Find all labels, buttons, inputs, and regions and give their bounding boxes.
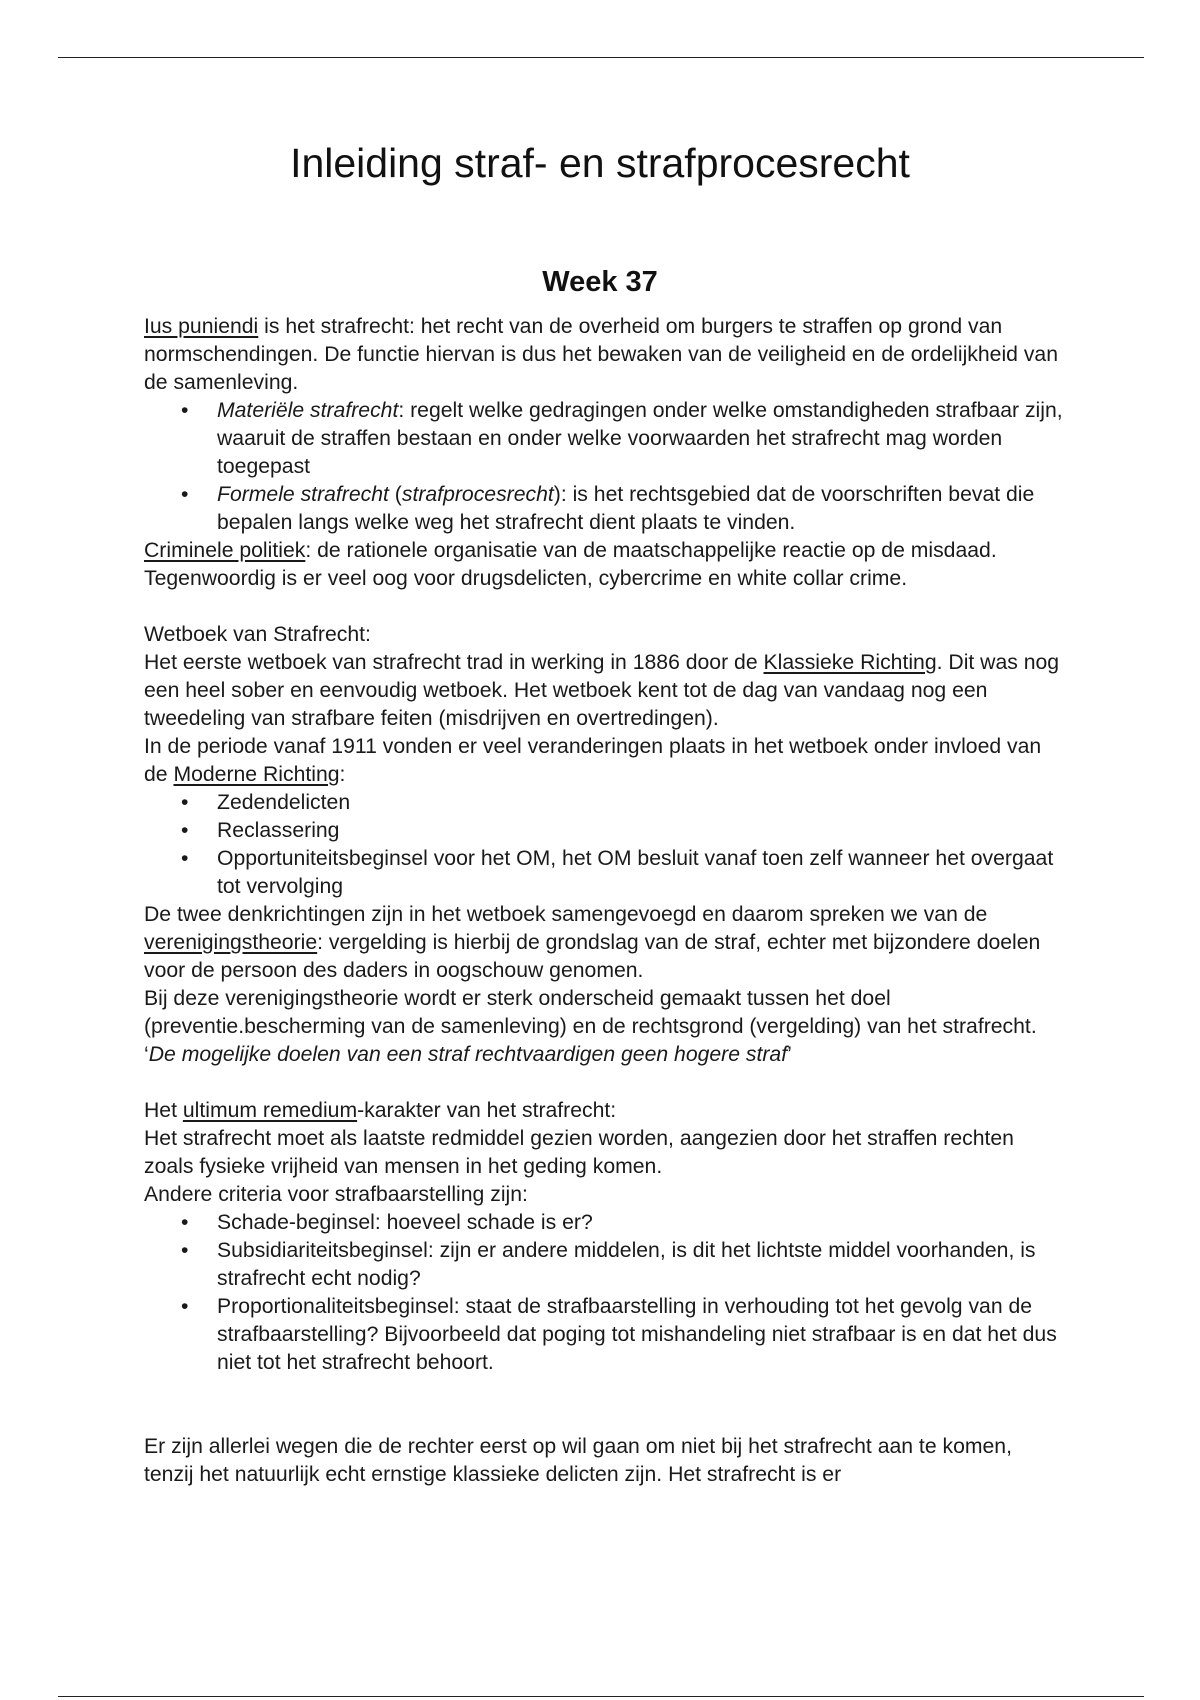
quote: De mogelijke doelen van een straf rechtvaardigen geen hogere straf <box>148 1043 788 1066</box>
list-item: • Schade-beginsel: hoeveel schade is er? <box>217 1209 1064 1237</box>
document-body <box>144 313 1064 1489</box>
list-item: • Subsidiariteitsbeginsel: zijn er andere middelen, is dit het lichtste middel voorhanden, is strafrecht echt nodig? <box>217 1237 1064 1293</box>
bottom-rule <box>58 1696 1144 1697</box>
list-item <box>217 481 1064 537</box>
wetboek-paragraph-2 <box>144 733 1064 789</box>
list-item: • Reclassering <box>217 817 1064 845</box>
term-klassieke-richting: Klassieke Richting <box>763 651 937 674</box>
list-item-text: ): is het rechtsgebied dat de voorschriften bevat die bepalen langs welke weg het strafrecht dient plaats te vinden. <box>217 483 1035 534</box>
text-run: . Dit was nog een heel sober en eenvoudig wetboek. Het wetboek kent tot de dag van vandaag nog een tweedeling van strafbare feiten (misdrijven en overtredingen). <box>144 651 1060 730</box>
text-run: : <box>339 763 346 786</box>
week-heading: Week 37 <box>542 266 658 298</box>
criminal-policy-paragraph <box>144 537 1064 593</box>
term-ultimum-remedium: ultimum remedium <box>182 1099 358 1122</box>
term-moderne-richting: Moderne Richting <box>173 763 340 786</box>
closing-paragraph: Er zijn allerlei wegen die de rechter eerst op wil gaan om niet bij het strafrecht aan te komen, tenzij het natuurlijk echt ernstige klassieke delicten zijn. Het strafrecht is er <box>144 1435 1012 1486</box>
list-item: • Opportuniteitsbeginsel voor het OM, het OM besluit vanaf toen zelf wanneer het overgaat tot vervolging <box>217 845 1064 901</box>
ultimum-paragraph: Het strafrecht moet als laatste redmiddel gezien worden, aangezien door het straffen rechten zoals fysieke vrijheid van mensen in het geding komen. <box>144 1127 1014 1178</box>
list-item: • Zedendelicten <box>217 789 1064 817</box>
document-title: Inleiding straf- en strafprocesrecht <box>290 140 910 186</box>
list-item-text: : regelt welke gedragingen onder welke omstandigheden strafbaar zijn, waaruit de straffen bestaan en onder welke voorwaarden het strafrecht mag worden toegepast <box>217 399 1063 478</box>
text-run: Bij deze verenigingstheorie wordt er sterk onderscheid gemaakt tussen het doel (preventie.bescherming van de samenleving) en de rechtsgrond (vergelding) van het strafrecht. ‘ <box>144 987 1037 1066</box>
list-item-mid: ( <box>388 483 402 506</box>
term-formele: Formele strafrecht <box>217 483 389 506</box>
criteria-intro: Andere criteria voor strafbaarstelling zijn: <box>144 1183 528 1206</box>
ultimum-heading <box>144 1097 1064 1125</box>
types-list <box>144 397 1064 537</box>
text-run: ’ <box>787 1043 792 1066</box>
wetboek-paragraph-1 <box>144 649 1064 733</box>
term-verenigingstheorie: verenigingstheorie <box>144 931 318 954</box>
wetboek-heading: Wetboek van Strafrecht: <box>144 623 371 646</box>
text-run: -karakter van het strafrecht: <box>357 1099 617 1122</box>
term-ius-puniendi: Ius puniendi <box>144 315 259 338</box>
criminal-policy-text: : de rationele organisatie van de maatschappelijke reactie op de misdaad. Tegenwoordig is er veel oog voor drugsdelicten, cybercrime en white collar crime. <box>144 539 997 590</box>
wetboek-paragraph-4 <box>144 985 1064 1069</box>
term-materiele: Materiële strafrecht <box>217 399 399 422</box>
list-item: • Proportionaliteitsbeginsel: staat de strafbaarstelling in verhouding tot het gevolg van de strafbaarstelling? Bijvoorbeeld dat poging tot mishandeling niet strafbaar is en dat het dus niet tot het strafrecht behoort. <box>217 1293 1064 1377</box>
text-run: In de periode vanaf 1911 vonden er veel veranderingen plaats in het wetboek onder invloed van de <box>144 735 1042 786</box>
criteria-list <box>144 1209 1064 1377</box>
text-run: : vergelding is hierbij de grondslag van de straf, echter met bijzondere doelen voor de persoon des daders in oogschouw genomen. <box>144 931 1041 982</box>
changes-list <box>144 789 1064 901</box>
term-criminele-politiek: Criminele politiek <box>144 539 306 562</box>
list-item <box>217 397 1064 481</box>
top-rule <box>58 57 1144 58</box>
wetboek-paragraph-3 <box>144 901 1064 985</box>
intro-text: is het strafrecht: het recht van de overheid om burgers te straffen op grond van normschendingen. De functie hiervan is dus het bewaken van de veiligheid en de ordelijkheid van de samenleving. <box>144 315 1059 394</box>
intro-paragraph <box>144 313 1064 397</box>
text-run: De twee denkrichtingen zijn in het wetboek samengevoegd en daarom spreken we van de <box>144 903 988 926</box>
text-run: Het <box>144 1099 183 1122</box>
term-strafprocesrecht: strafprocesrecht <box>401 483 554 506</box>
text-run: Het eerste wetboek van strafrecht trad in werking in 1886 door de <box>144 651 764 674</box>
